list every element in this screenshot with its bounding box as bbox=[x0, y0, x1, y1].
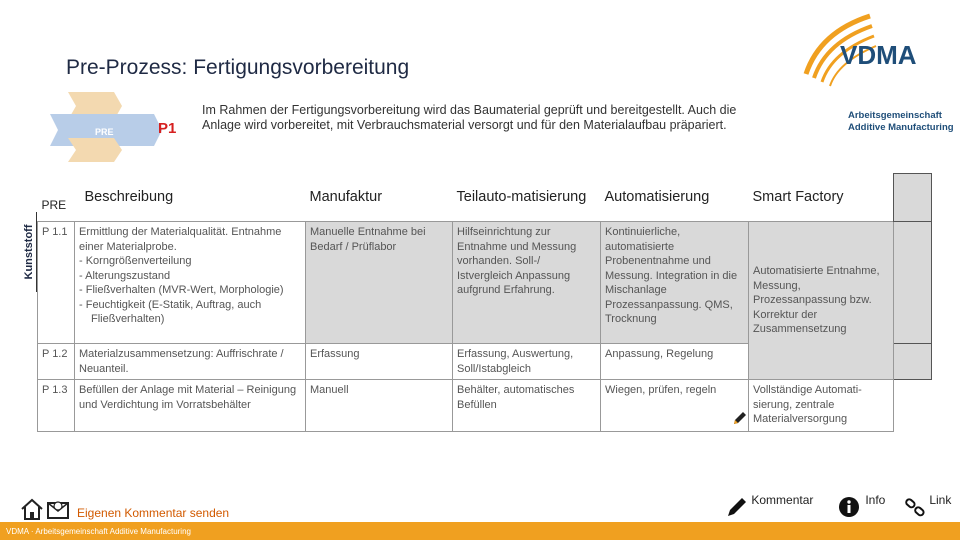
left-margin bbox=[0, 0, 17, 522]
send-comment-link[interactable]: Eigenen Kommentar senden bbox=[77, 506, 230, 520]
link-icon bbox=[904, 496, 926, 518]
mail-icon[interactable] bbox=[48, 502, 68, 518]
table-row bbox=[38, 380, 932, 432]
thumb-center-label: PRE bbox=[95, 127, 114, 137]
cell-smart-factory[interactable]: Automatisierte Entnahme, Messung, Prozessanpassung bzw. Korrektur der Zusammensetzung bbox=[749, 222, 894, 380]
footer-text: VDMA · Arbeitsgemeinschaft Additive Manufacturing bbox=[6, 527, 191, 536]
page-title: Pre-Prozess: Fertigungsvorbereitung bbox=[66, 56, 410, 79]
header-manufaktur: Manufaktur bbox=[309, 188, 383, 205]
pencil-icon bbox=[726, 496, 748, 518]
cell-manufaktur[interactable]: Manuell bbox=[306, 380, 453, 432]
cell-automatisierung[interactable]: Anpassung, Regelung bbox=[601, 344, 749, 380]
empty-cell bbox=[894, 380, 932, 432]
cell-automatisierung[interactable]: Kontinuierliche, automatisierte Probenentnahme und Messung. Integration in die Mischanlage Prozessanpassung. QMS, Trocknung bbox=[601, 222, 749, 344]
home-icon[interactable] bbox=[22, 500, 42, 519]
section-badge: P1 bbox=[158, 120, 177, 137]
header-automatisierung: Automatisierung bbox=[604, 188, 710, 205]
row-description: Materialzusammensetzung: Auffrischrate / Neuanteil. bbox=[75, 344, 306, 380]
cell-manufaktur[interactable]: Manuelle Entnahme bei Bedarf / Prüflabor bbox=[306, 222, 453, 344]
side-block-2[interactable] bbox=[894, 222, 932, 344]
row-id: P 1.3 bbox=[38, 380, 75, 432]
row-description: Befüllen der Anlage mit Material – Reinigung und Verdichtung im Vorratsbehälter bbox=[75, 380, 306, 432]
cell-teilautomatisierung[interactable]: Hilfseinrichtung zur Entnahme und Messung vorhanden. Soll-/ Istvergleich Anpassung aufgrund Erfahrung. bbox=[453, 222, 601, 344]
header-teilautomatisierung: Teilauto-matisierung bbox=[456, 188, 587, 205]
row-description: Ermittlung der Materialqualität. Entnahme einer Materialprobe. - Korngrößenverteilung - Alterungszustand - Fließverhalten (MVR-Wert, Morphologie) - Feuchtigkeit (E-Statik, Auftrag, auch Fließverhalten) bbox=[75, 222, 306, 344]
edit-pencil-icon[interactable] bbox=[732, 410, 748, 426]
intro-text: Im Rahmen der Fertigungsvorbereitung wird das Baumaterial geprüft und bereitgestellt. Auch die Anlage wird vorbereitet, mit Verbrauchsmaterial versorgt und für den Materialaufbau präpariert. bbox=[202, 103, 737, 132]
side-block-3[interactable] bbox=[894, 344, 932, 380]
material-label: Kunststoff bbox=[23, 224, 35, 280]
logo-text: VDMA bbox=[840, 40, 917, 70]
table-header-row bbox=[38, 174, 932, 222]
header-beschreibung: Beschreibung bbox=[84, 188, 174, 205]
cell-teilautomatisierung[interactable]: Erfassung, Auswertung, Soll/Istabgleich bbox=[453, 344, 601, 380]
comment-tool[interactable]: Kommentar bbox=[726, 496, 813, 520]
table-row bbox=[38, 222, 932, 344]
bottom-nav bbox=[20, 497, 70, 521]
cell-automatisierung[interactable]: Wiegen, prüfen, regeln bbox=[601, 380, 749, 432]
info-icon bbox=[838, 496, 860, 518]
row-id: P 1.2 bbox=[38, 344, 75, 380]
footer-bar bbox=[0, 522, 960, 540]
cell-manufaktur[interactable]: Erfassung bbox=[306, 344, 453, 380]
header-pre: PRE bbox=[41, 197, 67, 212]
row-id: P 1.1 bbox=[38, 222, 75, 344]
header-smart-factory: Smart Factory bbox=[752, 188, 844, 205]
link-tool[interactable]: Link bbox=[904, 496, 951, 520]
side-block-1[interactable] bbox=[894, 174, 932, 222]
info-tool[interactable]: Info bbox=[838, 496, 885, 520]
cell-teilautomatisierung[interactable]: Behälter, automatisches Befüllen bbox=[453, 380, 601, 432]
maturity-matrix bbox=[37, 173, 932, 432]
vdma-swoosh-icon bbox=[800, 12, 950, 112]
cell-smart-factory[interactable]: Vollständige Automati-sierung, zentrale Materialversorgung bbox=[749, 380, 894, 432]
logo-subtitle: Arbeitsgemeinschaft Additive Manufacturing bbox=[848, 110, 954, 133]
